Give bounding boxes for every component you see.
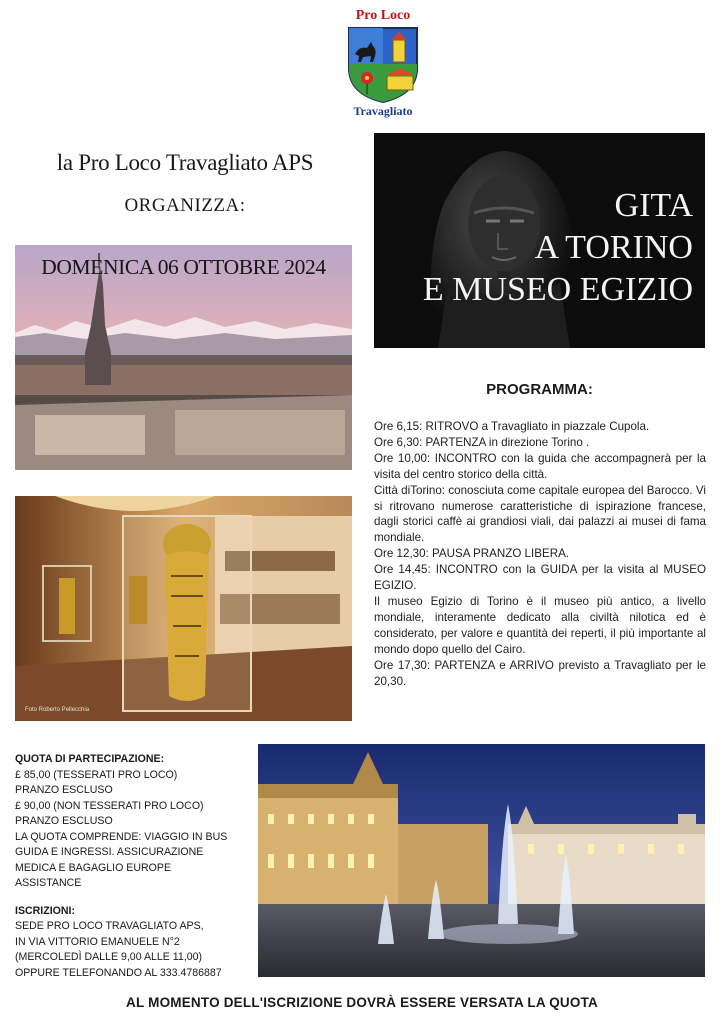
turin-panorama-photo xyxy=(15,245,352,470)
quota-line: £ 85,00 (TESSERATI PRO LOCO) xyxy=(15,768,178,781)
photo-credit: Foto Roberto Pellecchia xyxy=(25,707,90,713)
museo-egizio-photo xyxy=(15,496,352,721)
programma-heading: PROGRAMMA: xyxy=(486,381,593,398)
iscrizioni-line: (MERCOLEDÌ DALLE 9,00 ALLE 11,00) xyxy=(15,951,203,963)
piazza-night-image xyxy=(258,744,705,977)
programma-item: Ore 6,30: PARTENZA in direzione Torino . xyxy=(374,435,590,449)
pro-loco-logo xyxy=(338,8,428,126)
programma-item: Ore 10,00: INCONTRO con la guida che accompagnerà per la visita del centro storico della città. xyxy=(374,451,706,481)
logo-bottom-text: Travagliato xyxy=(353,104,413,118)
gita-banner xyxy=(374,133,705,348)
section-spacer xyxy=(15,892,255,904)
programma-item: Il museo Egizio di Torino è il museo più antico, a livello mondiale, interamente dedicato alla civiltà nilotica ed è considerato, per valore e quantità dei reperti, il più importante al mondo dopo quello del Cairo. xyxy=(374,594,706,656)
museum-interior-image xyxy=(15,496,352,721)
event-date: DOMENICA 06 OTTOBRE 2024 xyxy=(41,255,326,279)
footer-notice: AL MOMENTO DELL'ISCRIZIONE DOVRÀ ESSERE VERSATA LA QUOTA xyxy=(126,995,598,1010)
gita-title xyxy=(423,185,693,311)
programma-item: Ore 6,15: RITROVO a Travagliato in piazzale Cupola. xyxy=(374,420,650,433)
programma-item: Ore 12,30: PAUSA PRANZO LIBERA. xyxy=(374,547,570,561)
iscrizioni-line: SEDE PRO LOCO TRAVAGLIATO APS, xyxy=(15,920,204,932)
quota-line: MEDICA E BAGAGLIO EUROPE xyxy=(15,861,172,874)
gita-title-line: E MUSEO EGIZIO xyxy=(422,271,693,308)
quota-line: GUIDA E INGRESSI. ASSICURAZIONE xyxy=(15,846,204,858)
iscrizioni-line: IN VIA VITTORIO EMANUELE N°2 xyxy=(15,935,180,948)
piazza-castello-photo xyxy=(258,744,705,977)
quota-line: PRANZO ESCLUSO xyxy=(15,784,113,796)
gita-title-line: GITA xyxy=(614,187,693,224)
iscrizioni-heading: ISCRIZIONI: xyxy=(15,904,76,917)
programma-item: Città diTorino: conosciuta come capitale europea del Barocco. Vi si ritrovano numerose caratteristiche di ispirazione francese, dagli storici caffè ai grandiosi viali, dai palazzi ai musei di fama mondiale. xyxy=(374,483,706,545)
programma-item: Ore 17,30: PARTENZA e ARRIVO previsto a Travagliato per le 20,30. xyxy=(374,658,706,688)
programma-item: Ore 14,45: INCONTRO con la GUIDA per la visita al MUSEO EGIZIO. xyxy=(374,563,706,593)
quota-line: PRANZO ESCLUSO xyxy=(15,815,113,827)
organizer-heading: la Pro Loco Travagliato APS xyxy=(56,150,314,175)
quota-line: ASSISTANCE xyxy=(15,877,82,889)
coat-of-arms-icon xyxy=(345,24,421,104)
gita-title-line: A TORINO xyxy=(534,229,693,266)
iscrizioni-line: OPPURE TELEFONANDO AL 333.4786887 xyxy=(15,966,222,979)
organizza-heading: ORGANIZZA: xyxy=(124,195,246,216)
quota-section xyxy=(15,752,255,981)
logo-top-text: Pro Loco xyxy=(355,8,411,23)
quota-line: LA QUOTA COMPRENDE: VIAGGIO IN BUS xyxy=(15,830,228,843)
programma-list xyxy=(374,419,706,689)
quota-line: £ 90,00 (NON TESSERATI PRO LOCO) xyxy=(15,799,204,812)
quota-heading: QUOTA DI PARTECIPAZIONE: xyxy=(15,753,165,765)
